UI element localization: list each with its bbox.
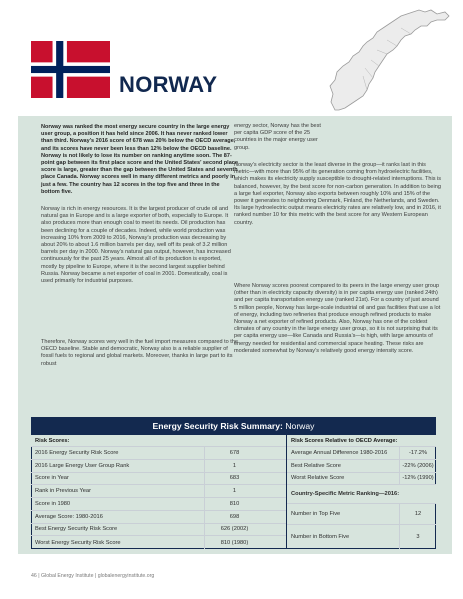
resources-paragraph: Norway is rich in energy resources. It is the largest producer of crude oil and natural gas in Europe and is a large exporter of both, especially to Europe. It also produces more than enough coal to meet its needs. Oil production has been declining for a couple of decades. Indeed, while world production was increasing 10% from 2009 to 2016, Norway’s production was decreasing by about 20% to about 1.6 million barrels per day, well off its peak of 3.2 million barrels per day in 2000. Norway’s natural gas output, however, has increased continuously for the past 25 years. Almost all of its production is exported, mostly by pipeline to Europe, where it is the second largest supplier behind Russia. Norway became a net exporter of coal in 2001. Domestically, coal is used primarily for industrial purposes. xyxy=(41,206,231,285)
gdp-paragraph: energy sector, Norway has the best per capita GDP score of the 25 countries in the major energy user group. xyxy=(234,123,321,151)
import-paragraph: Therefore, Norway scores very well in the fuel import measures compared to the OECD baseline. Stable and democratic, Norway also is a reliable supplier of fossil fuels to regional and global markets. Moreover, thanks in large part to its robust xyxy=(41,339,238,367)
lead-paragraph: Norway was ranked the most energy secure country in the large energy user group, a position it has held since 2006. It has never ranked lower than third. Norway’s 2016 score of 678 was 20% below the OECD average, and its scores have never been less than 12% below the OECD baseline. Norway is not likely to lose its number on ranking anytime soon. The 87-point gap between its first place score and the United States’ second place score is large, greater than the gap between the United States and seventh place Canada. Norway scores well in many different metrics and poorly in just a few. The country has 12 scores in the top five and three in the bottom five. xyxy=(41,124,238,195)
per-capita-paragraph: Where Norway scores poorest compared to its peers in the large energy user group (other than in electricity capacity diversity) is in per capita energy use (ranked 24th) and per capita transportation energy use (ranked 21st). For a country of just around 5 million people, Norway has large-scale industrial oil and gas facilities that use a lot of energy, including two refineries that produce enough refined products to make Norway a net exporter of refined products. Also, Norway has one of the coldest climates of any country in the large energy user group, so it is not surprising that its per capita energy use—like Canada and Russia’s—is high, with large amounts of energy needed for residential and commercial space heating. These risks are moderated somewhat by Norway’s relatively good energy intensity score. xyxy=(234,283,441,354)
table-row: Score in Year 683 xyxy=(31,473,286,486)
table-row: Number in Top Five 12 xyxy=(287,504,436,525)
norway-map-image xyxy=(327,6,451,114)
table-row: Number in Bottom Five 3 xyxy=(287,525,436,549)
country-title: NORWAY xyxy=(119,72,218,97)
norway-flag-image xyxy=(31,41,110,98)
table-row: 2016 Energy Security Risk Score 678 xyxy=(31,447,286,460)
table-row: Best Energy Security Risk Score 626 (2002) xyxy=(31,524,286,537)
page-footer: 46 | Global Energy Institute | globalenergyinstitute.org xyxy=(31,573,155,579)
risk-scores-header: Risk Scores: xyxy=(31,435,286,447)
table-row: Worst Energy Security Risk Score 810 (1980) xyxy=(31,536,286,549)
relative-scores-column xyxy=(286,435,436,549)
summary-table-title xyxy=(31,417,436,435)
summary-title-text: Energy Security Risk Summary: xyxy=(152,421,283,431)
relative-scores-header: Risk Scores Relative to OECD Average: xyxy=(287,435,436,447)
table-row: Worst Relative Score -12% (1990) xyxy=(287,473,436,486)
table-row: Rank in Previous Year 1 xyxy=(31,485,286,498)
table-row: Best Relative Score -22% (2006) xyxy=(287,460,436,473)
table-row: 2016 Large Energy User Group Rank 1 xyxy=(31,460,286,473)
electricity-paragraph: Norway’s electricity sector is the least diverse in the group—it ranks last in this metric—with more than 95% of its generation coming from hydroelectric facilities, which makes its electricity supply susceptible to drought-related interruptions. This is balanced, however, by the best score for non-carbon generation. In addition to being a large fuel exporter, Norway also exports between roughly 10% and 15% of the power it generates to neighboring Denmark, Finland, the Netherlands, and Sweden. Its large hydroelectric output means electricity rates are relatively low, and in 2016, it ranked number 10 for this metric with the best score for any Western European country. xyxy=(234,162,442,226)
summary-title-country: Norway xyxy=(285,421,315,431)
table-row: Score in 1980 810 xyxy=(31,498,286,511)
table-row: Average Annual Difference 1980-2016 -17.2% xyxy=(287,447,436,460)
table-row: Average Score: 1980-2016 698 xyxy=(31,511,286,524)
ranking-header: Country-Specific Metric Ranking—2016: xyxy=(287,485,436,504)
